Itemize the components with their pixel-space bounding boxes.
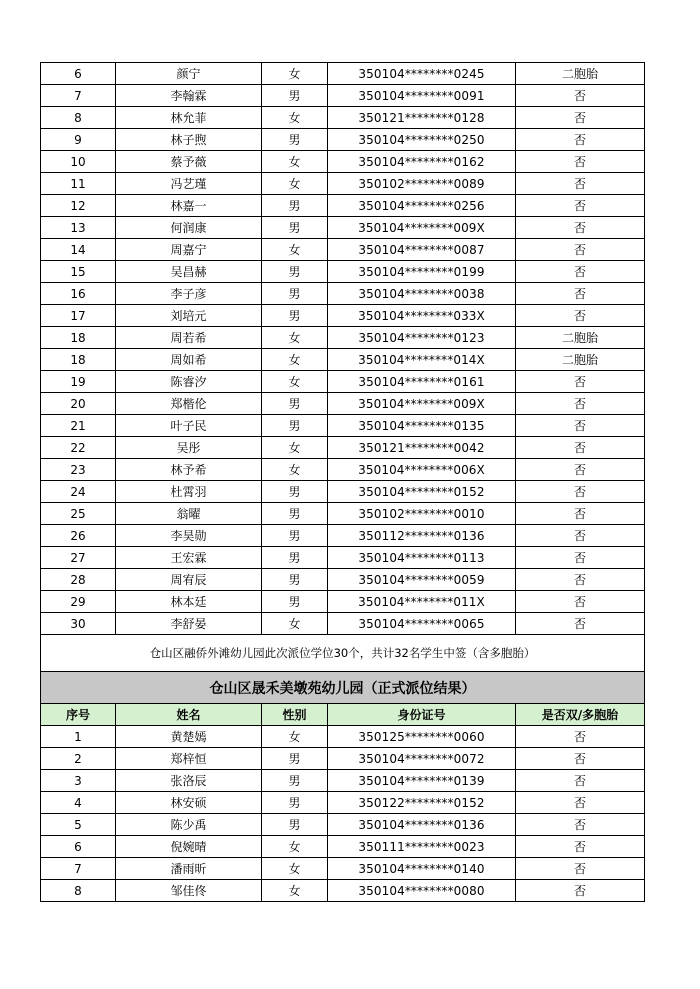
student-name: 潘雨昕 (116, 858, 262, 880)
twin-status: 否 (516, 525, 645, 547)
student-id: 350104********0091 (328, 85, 516, 107)
student-name: 吴昌赫 (116, 261, 262, 283)
student-number: 6 (41, 836, 116, 858)
student-number: 4 (41, 792, 116, 814)
student-number: 11 (41, 173, 116, 195)
student-number: 15 (41, 261, 116, 283)
twin-status: 否 (516, 195, 645, 217)
student-name: 林子煦 (116, 129, 262, 151)
student-name: 周若希 (116, 327, 262, 349)
student-number: 20 (41, 393, 116, 415)
table-row (41, 283, 645, 305)
table-b-header (41, 672, 645, 726)
student-number: 29 (41, 591, 116, 613)
student-name: 林安硕 (116, 792, 262, 814)
student-name: 叶子民 (116, 415, 262, 437)
table-row (41, 173, 645, 195)
student-number: 3 (41, 770, 116, 792)
student-number: 17 (41, 305, 116, 327)
student-id: 350104********0139 (328, 770, 516, 792)
table-row (41, 415, 645, 437)
student-name: 张洛辰 (116, 770, 262, 792)
student-name: 林允菲 (116, 107, 262, 129)
student-number: 6 (41, 63, 116, 85)
table-row (41, 305, 645, 327)
student-id: 350104********0038 (328, 283, 516, 305)
twin-status: 否 (516, 880, 645, 902)
student-name: 林嘉一 (116, 195, 262, 217)
student-gender: 男 (262, 547, 328, 569)
table-row (41, 858, 645, 880)
twin-status: 否 (516, 151, 645, 173)
student-name: 黄楚嫣 (116, 726, 262, 748)
student-number: 23 (41, 459, 116, 481)
student-name: 邹佳佟 (116, 880, 262, 902)
twin-status: 否 (516, 305, 645, 327)
twin-status: 否 (516, 459, 645, 481)
kindergarten-title-row (41, 672, 645, 704)
student-number: 28 (41, 569, 116, 591)
student-number: 18 (41, 327, 116, 349)
student-id: 350104********0135 (328, 415, 516, 437)
student-gender: 女 (262, 327, 328, 349)
twin-status: 否 (516, 836, 645, 858)
lottery-summary: 仓山区融侨外滩幼儿园此次派位学位30个，共计32名学生中签（含多胞胎） (41, 635, 645, 672)
student-name: 吴彤 (116, 437, 262, 459)
student-name: 何润康 (116, 217, 262, 239)
student-name: 周嘉宁 (116, 239, 262, 261)
student-id: 350121********0042 (328, 437, 516, 459)
header-name: 姓名 (116, 704, 262, 726)
table-row (41, 371, 645, 393)
student-id: 350104********0080 (328, 880, 516, 902)
student-gender: 男 (262, 283, 328, 305)
student-gender: 男 (262, 525, 328, 547)
student-name: 颜宁 (116, 63, 262, 85)
twin-status: 否 (516, 858, 645, 880)
student-number: 12 (41, 195, 116, 217)
table-row (41, 547, 645, 569)
twin-status: 否 (516, 770, 645, 792)
student-gender: 男 (262, 569, 328, 591)
student-id: 350121********0128 (328, 107, 516, 129)
twin-status: 否 (516, 261, 645, 283)
student-gender: 男 (262, 415, 328, 437)
header-twin: 是否双/多胞胎 (516, 704, 645, 726)
summary-section (41, 635, 645, 672)
table-row (41, 85, 645, 107)
student-name: 翁曜 (116, 503, 262, 525)
table-row (41, 437, 645, 459)
student-gender: 女 (262, 437, 328, 459)
student-gender: 男 (262, 305, 328, 327)
student-name: 王宏霖 (116, 547, 262, 569)
student-id: 350104********0072 (328, 748, 516, 770)
student-gender: 女 (262, 858, 328, 880)
student-name: 杜霄羽 (116, 481, 262, 503)
twin-status: 否 (516, 217, 645, 239)
student-number: 13 (41, 217, 116, 239)
student-name: 陈少禹 (116, 814, 262, 836)
student-name: 林本廷 (116, 591, 262, 613)
student-name: 周如希 (116, 349, 262, 371)
twin-status: 否 (516, 726, 645, 748)
student-gender: 男 (262, 195, 328, 217)
twin-status: 否 (516, 85, 645, 107)
table-row (41, 151, 645, 173)
student-gender: 女 (262, 836, 328, 858)
student-id: 350104********0123 (328, 327, 516, 349)
student-gender: 男 (262, 129, 328, 151)
student-number: 19 (41, 371, 116, 393)
twin-status: 否 (516, 129, 645, 151)
student-id: 350104********0250 (328, 129, 516, 151)
student-number: 5 (41, 814, 116, 836)
student-number: 21 (41, 415, 116, 437)
student-name: 冯艺瑾 (116, 173, 262, 195)
table-row (41, 814, 645, 836)
student-name: 李昊勋 (116, 525, 262, 547)
student-gender: 男 (262, 85, 328, 107)
table-a-body (41, 63, 645, 635)
student-number: 26 (41, 525, 116, 547)
student-name: 林予希 (116, 459, 262, 481)
table-row (41, 748, 645, 770)
student-number: 16 (41, 283, 116, 305)
student-gender: 女 (262, 63, 328, 85)
header-no: 序号 (41, 704, 116, 726)
student-gender: 男 (262, 393, 328, 415)
student-number: 24 (41, 481, 116, 503)
student-id: 350104********0199 (328, 261, 516, 283)
table-row (41, 217, 645, 239)
twin-status: 否 (516, 792, 645, 814)
student-number: 22 (41, 437, 116, 459)
column-header-row (41, 704, 645, 726)
header-id: 身份证号 (328, 704, 516, 726)
table-row (41, 591, 645, 613)
student-gender: 女 (262, 880, 328, 902)
student-name: 郑楷伦 (116, 393, 262, 415)
student-number: 27 (41, 547, 116, 569)
student-id: 350104********0136 (328, 814, 516, 836)
student-id: 350104********009X (328, 393, 516, 415)
student-number: 14 (41, 239, 116, 261)
student-name: 陈睿汐 (116, 371, 262, 393)
student-number: 25 (41, 503, 116, 525)
table-row (41, 569, 645, 591)
student-id: 350104********0256 (328, 195, 516, 217)
twin-status: 二胞胎 (516, 63, 645, 85)
student-name: 郑梓恒 (116, 748, 262, 770)
table-row (41, 327, 645, 349)
student-number: 2 (41, 748, 116, 770)
student-gender: 女 (262, 726, 328, 748)
kindergarten-title: 仓山区晟禾美墩苑幼儿园（正式派位结果） (41, 672, 645, 704)
student-gender: 女 (262, 349, 328, 371)
twin-status: 否 (516, 481, 645, 503)
student-id: 350104********0152 (328, 481, 516, 503)
table-row (41, 481, 645, 503)
table-row (41, 393, 645, 415)
student-gender: 男 (262, 591, 328, 613)
table-row (41, 349, 645, 371)
student-number: 7 (41, 858, 116, 880)
twin-status: 二胞胎 (516, 349, 645, 371)
student-name: 刘培元 (116, 305, 262, 327)
student-gender: 女 (262, 613, 328, 635)
student-id: 350104********009X (328, 217, 516, 239)
student-id: 350104********033X (328, 305, 516, 327)
student-id: 350112********0136 (328, 525, 516, 547)
twin-status: 否 (516, 591, 645, 613)
twin-status: 否 (516, 371, 645, 393)
twin-status: 否 (516, 393, 645, 415)
table-row (41, 459, 645, 481)
student-id: 350104********0065 (328, 613, 516, 635)
table-b-body (41, 726, 645, 902)
student-id: 350104********006X (328, 459, 516, 481)
twin-status: 否 (516, 569, 645, 591)
header-gender: 性别 (262, 704, 328, 726)
student-number: 9 (41, 129, 116, 151)
table-row (41, 195, 645, 217)
student-gender: 男 (262, 261, 328, 283)
student-number: 30 (41, 613, 116, 635)
table-row (41, 503, 645, 525)
student-gender: 男 (262, 792, 328, 814)
table-row (41, 261, 645, 283)
student-number: 18 (41, 349, 116, 371)
twin-status: 否 (516, 239, 645, 261)
student-id: 350104********0059 (328, 569, 516, 591)
student-id: 350104********0161 (328, 371, 516, 393)
student-gender: 女 (262, 371, 328, 393)
student-gender: 女 (262, 239, 328, 261)
twin-status: 否 (516, 503, 645, 525)
student-name: 李子彦 (116, 283, 262, 305)
table-row (41, 880, 645, 902)
student-id: 350125********0060 (328, 726, 516, 748)
table-row (41, 726, 645, 748)
student-name: 李舒晏 (116, 613, 262, 635)
twin-status: 否 (516, 173, 645, 195)
student-gender: 男 (262, 503, 328, 525)
twin-status: 否 (516, 748, 645, 770)
student-number: 10 (41, 151, 116, 173)
twin-status: 二胞胎 (516, 327, 645, 349)
student-id: 350104********0113 (328, 547, 516, 569)
twin-status: 否 (516, 437, 645, 459)
student-id: 350104********0245 (328, 63, 516, 85)
student-number: 8 (41, 107, 116, 129)
table-row (41, 792, 645, 814)
twin-status: 否 (516, 814, 645, 836)
table-row (41, 63, 645, 85)
summary-row (41, 635, 645, 672)
student-id: 350104********011X (328, 591, 516, 613)
student-gender: 女 (262, 107, 328, 129)
student-id: 350122********0152 (328, 792, 516, 814)
student-id: 350104********0087 (328, 239, 516, 261)
student-name: 李翰霖 (116, 85, 262, 107)
twin-status: 否 (516, 107, 645, 129)
student-id: 350104********0140 (328, 858, 516, 880)
student-number: 8 (41, 880, 116, 902)
student-name: 周宥辰 (116, 569, 262, 591)
twin-status: 否 (516, 547, 645, 569)
student-name: 蔡予薇 (116, 151, 262, 173)
student-gender: 男 (262, 481, 328, 503)
student-id: 350104********0162 (328, 151, 516, 173)
student-gender: 男 (262, 217, 328, 239)
table-row (41, 836, 645, 858)
twin-status: 否 (516, 283, 645, 305)
student-gender: 男 (262, 770, 328, 792)
student-gender: 男 (262, 814, 328, 836)
student-id: 350102********0089 (328, 173, 516, 195)
student-gender: 女 (262, 173, 328, 195)
table-row (41, 239, 645, 261)
student-id: 350104********014X (328, 349, 516, 371)
student-id: 350111********0023 (328, 836, 516, 858)
student-number: 7 (41, 85, 116, 107)
table-row (41, 107, 645, 129)
student-name: 倪婉晴 (116, 836, 262, 858)
results-table (40, 62, 645, 902)
table-row (41, 525, 645, 547)
table-row (41, 129, 645, 151)
student-number: 1 (41, 726, 116, 748)
table-row (41, 770, 645, 792)
student-gender: 女 (262, 151, 328, 173)
student-gender: 女 (262, 459, 328, 481)
twin-status: 否 (516, 613, 645, 635)
table-row (41, 613, 645, 635)
twin-status: 否 (516, 415, 645, 437)
student-id: 350102********0010 (328, 503, 516, 525)
student-gender: 男 (262, 748, 328, 770)
